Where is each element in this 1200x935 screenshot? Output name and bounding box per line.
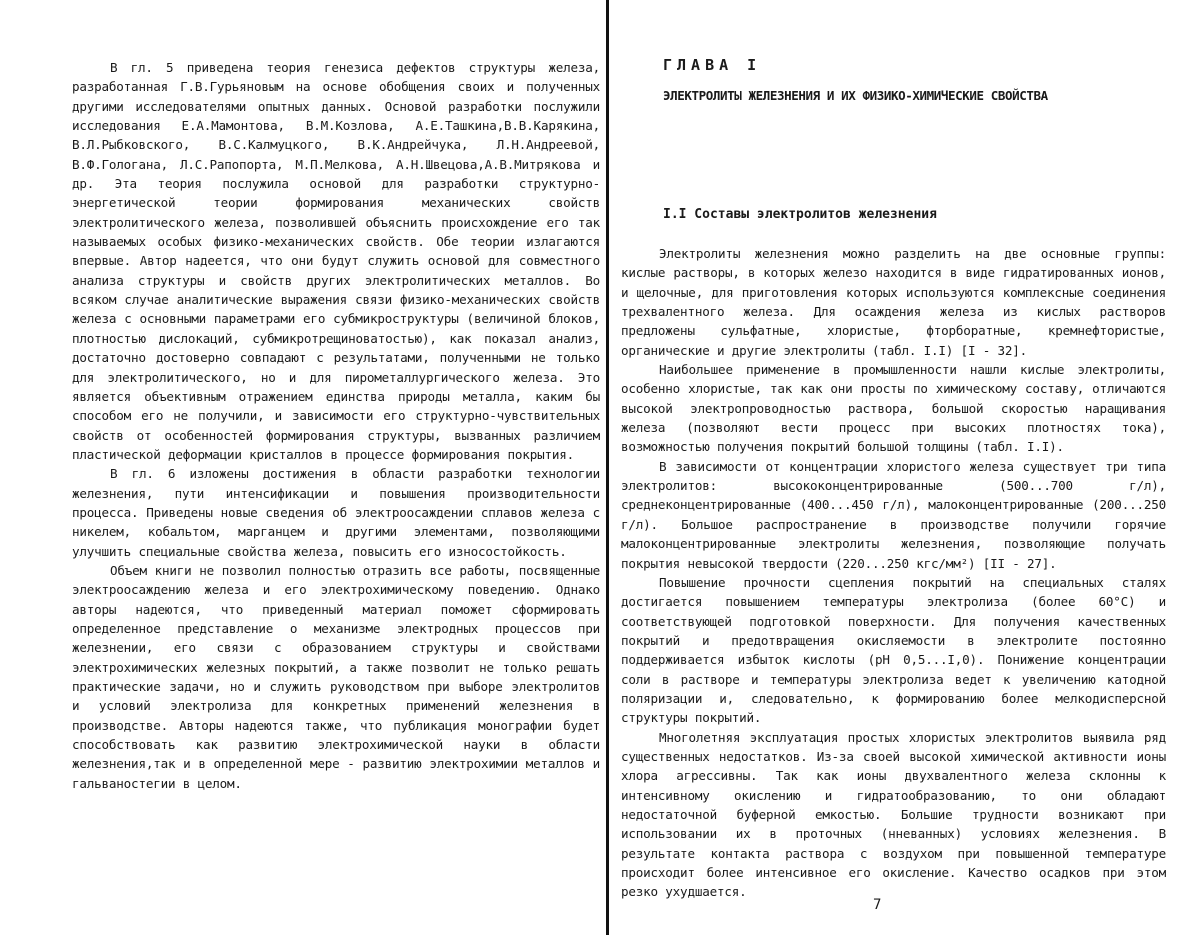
paragraph: Электролиты железнения можно разделить на две основные группы: кислые растворы, в которых железо находится в виде гидратированных ионов, и щелочные, для приготовления которых используются комплексные соединения трехвалентного железа. Для осаждения железа из кислых растворов предложены сульфатные, хлористые, фторборатные, кремнефтористые, органические и другие электролиты (табл. I.I) [I - 32]. [621, 246, 1166, 358]
paragraph: Многолетняя эксплуатация простых хлористых электролитов выявила ряд существенных недостатков. Из-за своей высокой химической активности ионы хлора агрессивны. Так как ионы двухвалентного железа склонны к интенсивному окислению и гидратообразованию, то они обладают недостаточной буферной емкостью. Большие трудности возникают при использовании их в проточных (нневанных) условиях железнения. В результате контакта раствора с воздухом при повышенной температуре происходит более интенсивное его окисление. Качество осадков при этом резко ухудшается. [621, 729, 1166, 900]
paragraph: В гл. 6 изложены достижения в области разработки технологии железнения, пути интенсификации и повышения производительности процесса. Приведены новые сведения об электроосаждении сплавов железа с никелем, кобальтом, марганцем и другими элементами, позволяющими улучшить специальные свойства железа, повысить его износостойкость. [72, 466, 600, 559]
paragraph: Повышение прочности сцепления покрытий на специальных сталях достигается повышением температуры электролиза (более 60°С) и соответствующей подготовкой поверхности. Для получения качественных покрытий и предотвращения окисляемости в электролите постоянно поддерживается избыток кислоты (pH 0,5...I,0). Понижение концентрации соли в растворе и температуры электролиза ведет к увеличению катодной поляризации и, следовательно, к формированию более мелкодисперсной структуры покрытий. [621, 574, 1166, 726]
book-spine-divider [606, 0, 609, 935]
chapter-title: ЭЛЕКТРОЛИТЫ ЖЕЛЕЗНЕНИЯ И ИХ ФИЗИКО-ХИМИЧЕСКИЕ СВОЙСТВА [663, 88, 1048, 103]
right-page-body [621, 244, 1166, 902]
paragraph: Наибольшее применение в промышленности нашли кислые электролиты, особенно хлористые, так как они просты по химическому составу, отличаются высокой электропроводностью раствора, большой скоростью наращивания железа (позволяют вести процесс при высоких плотностях тока), возможностью получения покрытий большой толщины (табл. I.I). [621, 362, 1166, 455]
left-page-body [72, 58, 600, 793]
right-page [611, 0, 1200, 935]
paragraph: В зависимости от концентрации хлористого железа существует три типа электролитов: высококонцентрированные (500...700 г/л), среднеконцентрированные (400...450 г/л), малоконцентрированные (200...250 г/л). Большое распространение в производстве получили горячие малоконцентрированные электролиты железнения, позволяющие получать покрытия невысокой твердости (220...250 кгс/мм²) [II - 27]. [621, 458, 1166, 571]
chapter-label: ГЛАВА I [663, 56, 762, 74]
section-title: I.I Составы электролитов железнения [663, 207, 937, 222]
page-number: 7 [873, 897, 882, 913]
paragraph: В гл. 5 приведена теория генезиса дефектов структуры железа, разработанная Г.В.Гурьяновым на основе обобщения своих и полученных другими исследователями опытных данных. Основой разработки послужили исследования Е.А.Мамонтова, В.М.Козлова, А.Е.Ташкина,В.В.Карякина, В.Л.Рыбковского, В.С.Калмуцкого, В.К.Андрейчука, Л.Н.Андреевой, В.Ф.Гологана, Л.С.Рапопорта, М.П.Мелкова, А.Н.Швецова,А.В.Митрякова и др. Эта теория послужила основой для разработки структурно-энергетической теории формирования механических свойств электролитического железа, позволившей объяснить происхождение его так называемых особых физико-механических свойств. Обе теории излагаются впервые. Автор надеется, что они будут служить основой для совместного анализа структуры и свойств других электролитических металлов. Во всяком случае аналитические выражения связи физико-механических свойств железа с основными параметрами его субмикроструктуры (величиной блоков, плотностью дислокаций, субмикротрещиноватостью), как показал анализ, достаточно достоверно совпадают с результатами, полученными не только для электролитического, но и для пирометаллургического железа. Это является объективным отражением единства природы металла, каким бы способом его не получили, и зависимости его структурно-чувствительных свойств от особенностей формирования структуры, вызванных различием пластической деформации кристаллов в процессе формирования покрытия. [72, 60, 600, 462]
paragraph: Объем книги не позволил полностью отразить все работы, посвященные электроосаждению железа и его электрохимическому поведению. Однако авторы надеются, что приведенный материал поможет сформировать определенное представление о механизме электродных процессов при железнении, его связи с образованием структуры и свойствами электрохимических железных покрытий, а также позволит не только решать практические задачи, но и служить руководством при выборе электролитов и условий электролиза для конкретных применений железнения в производстве. Авторы надеются также, что публикация монографии будет способствовать как развитию электрохимической науки в области железнения,так и в определенной мере - развитию электрохимии металлов и гальваностегии в целом. [72, 562, 600, 791]
